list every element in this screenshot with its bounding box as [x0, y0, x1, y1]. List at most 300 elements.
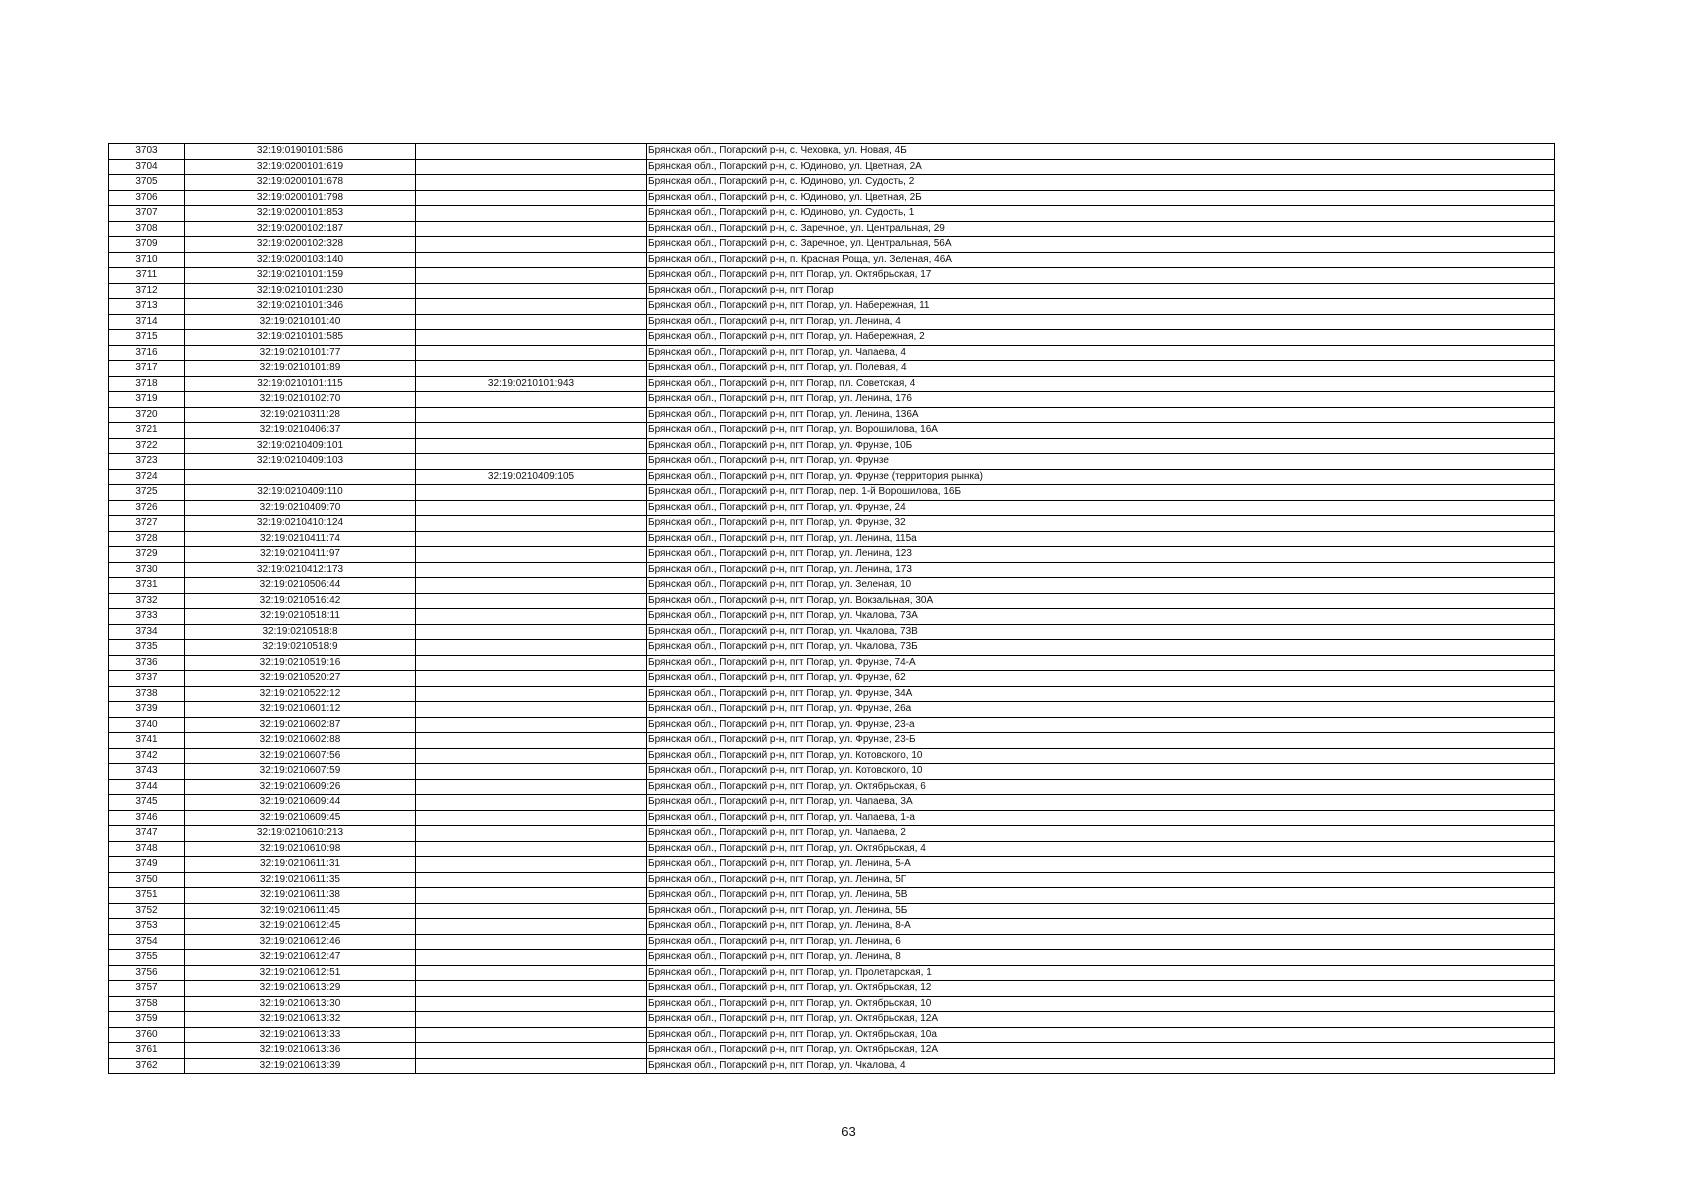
row-number-cell: 3745: [109, 795, 185, 811]
cadastral-number-cell: 32:19:0210412:173: [185, 562, 416, 578]
address-cell: Брянская обл., Погарский р-н, с. Юдиново, ул. Судость, 2: [647, 175, 1555, 191]
table-row: [109, 190, 1555, 206]
row-number-cell: 3755: [109, 950, 185, 966]
address-cell: Брянская обл., Погарский р-н, пгт Погар, ул. Набережная, 11: [647, 299, 1555, 315]
cadastral-number-cell: 32:19:0210518:9: [185, 640, 416, 656]
related-cadastral-number-cell: [416, 624, 647, 640]
table-row: [109, 485, 1555, 501]
related-cadastral-number-cell: [416, 283, 647, 299]
cadastral-number-cell: 32:19:0210612:51: [185, 965, 416, 981]
table-row: [109, 423, 1555, 439]
row-number-cell: 3718: [109, 376, 185, 392]
address-cell: Брянская обл., Погарский р-н, пгт Погар, ул. Фрунзе, 34А: [647, 686, 1555, 702]
related-cadastral-number-cell: [416, 919, 647, 935]
address-cell: Брянская обл., Погарский р-н, пгт Погар, ул. Фрунзе (территория рынка): [647, 469, 1555, 485]
cadastral-number-cell: 32:19:0210613:33: [185, 1027, 416, 1043]
related-cadastral-number-cell: [416, 237, 647, 253]
table-row: [109, 671, 1555, 687]
table-row: [109, 1058, 1555, 1074]
table-row: [109, 965, 1555, 981]
row-number-cell: 3740: [109, 717, 185, 733]
address-cell: Брянская обл., Погарский р-н, пгт Погар, ул. Фрунзе, 23-а: [647, 717, 1555, 733]
address-cell: Брянская обл., Погарский р-н, пгт Погар, ул. Вокзальная, 30А: [647, 593, 1555, 609]
table-row: [109, 655, 1555, 671]
related-cadastral-number-cell: 32:19:0210101:943: [416, 376, 647, 392]
cadastral-number-cell: 32:19:0210411:97: [185, 547, 416, 563]
row-number-cell: 3710: [109, 252, 185, 268]
cadastral-number-cell: 32:19:0210520:27: [185, 671, 416, 687]
address-cell: Брянская обл., Погарский р-н, пгт Погар, ул. Набережная, 2: [647, 330, 1555, 346]
cadastral-number-cell: 32:19:0210406:37: [185, 423, 416, 439]
row-number-cell: 3738: [109, 686, 185, 702]
address-cell: Брянская обл., Погарский р-н, пгт Погар, ул. Фрунзе, 10Б: [647, 438, 1555, 454]
row-number-cell: 3721: [109, 423, 185, 439]
row-number-cell: 3704: [109, 159, 185, 175]
cadastral-number-cell: 32:19:0200101:678: [185, 175, 416, 191]
related-cadastral-number-cell: [416, 826, 647, 842]
row-number-cell: 3743: [109, 764, 185, 780]
table-row: [109, 593, 1555, 609]
cadastral-number-cell: 32:19:0210101:346: [185, 299, 416, 315]
related-cadastral-number-cell: [416, 841, 647, 857]
related-cadastral-number-cell: [416, 934, 647, 950]
address-cell: Брянская обл., Погарский р-н, пгт Погар, ул. Ленина, 115а: [647, 531, 1555, 547]
cadastral-number-cell: 32:19:0200102:187: [185, 221, 416, 237]
related-cadastral-number-cell: [416, 702, 647, 718]
row-number-cell: 3754: [109, 934, 185, 950]
row-number-cell: 3720: [109, 407, 185, 423]
address-cell: Брянская обл., Погарский р-н, с. Заречное, ул. Центральная, 29: [647, 221, 1555, 237]
address-cell: Брянская обл., Погарский р-н, пгт Погар, ул. Чкалова, 73В: [647, 624, 1555, 640]
row-number-cell: 3756: [109, 965, 185, 981]
table-row: [109, 857, 1555, 873]
related-cadastral-number-cell: [416, 268, 647, 284]
related-cadastral-number-cell: [416, 578, 647, 594]
table-row: [109, 299, 1555, 315]
table-row: [109, 609, 1555, 625]
related-cadastral-number-cell: [416, 655, 647, 671]
cadastral-number-cell: 32:19:0200101:853: [185, 206, 416, 222]
row-number-cell: 3762: [109, 1058, 185, 1074]
related-cadastral-number-cell: [416, 764, 647, 780]
table-row: [109, 733, 1555, 749]
table-row: [109, 330, 1555, 346]
related-cadastral-number-cell: [416, 779, 647, 795]
table-row: [109, 950, 1555, 966]
address-cell: Брянская обл., Погарский р-н, пгт Погар, ул. Ленина, 5Г: [647, 872, 1555, 888]
related-cadastral-number-cell: [416, 810, 647, 826]
address-cell: Брянская обл., Погарский р-н, пгт Погар, ул. Ленина, 6: [647, 934, 1555, 950]
related-cadastral-number-cell: [416, 531, 647, 547]
table-row: [109, 640, 1555, 656]
table-row: [109, 283, 1555, 299]
row-number-cell: 3736: [109, 655, 185, 671]
related-cadastral-number-cell: [416, 1012, 647, 1028]
row-number-cell: 3712: [109, 283, 185, 299]
related-cadastral-number-cell: [416, 299, 647, 315]
related-cadastral-number-cell: [416, 1027, 647, 1043]
related-cadastral-number-cell: [416, 221, 647, 237]
table-row: [109, 159, 1555, 175]
address-cell: Брянская обл., Погарский р-н, пгт Погар, ул. Октябрьская, 12А: [647, 1012, 1555, 1028]
cadastral-number-cell: 32:19:0210101:159: [185, 268, 416, 284]
cadastral-number-cell: 32:19:0210101:585: [185, 330, 416, 346]
address-cell: Брянская обл., Погарский р-н, пгт Погар, пл. Советская, 4: [647, 376, 1555, 392]
related-cadastral-number-cell: [416, 965, 647, 981]
cadastral-number-cell: 32:19:0210311:28: [185, 407, 416, 423]
cadastral-number-cell: 32:19:0210410:124: [185, 516, 416, 532]
registry-table-body: [109, 144, 1555, 1074]
row-number-cell: 3739: [109, 702, 185, 718]
address-cell: Брянская обл., Погарский р-н, пгт Погар, пер. 1-й Ворошилова, 16Б: [647, 485, 1555, 501]
table-row: [109, 500, 1555, 516]
related-cadastral-number-cell: [416, 190, 647, 206]
row-number-cell: 3708: [109, 221, 185, 237]
row-number-cell: 3723: [109, 454, 185, 470]
row-number-cell: 3717: [109, 361, 185, 377]
related-cadastral-number-cell: [416, 206, 647, 222]
row-number-cell: 3725: [109, 485, 185, 501]
cadastral-number-cell: 32:19:0210602:88: [185, 733, 416, 749]
row-number-cell: 3705: [109, 175, 185, 191]
address-cell: Брянская обл., Погарский р-н, пгт Погар, ул. Ленина, 176: [647, 392, 1555, 408]
table-row: [109, 826, 1555, 842]
related-cadastral-number-cell: [416, 159, 647, 175]
related-cadastral-number-cell: [416, 609, 647, 625]
address-cell: Брянская обл., Погарский р-н, пгт Погар, ул. Фрунзе, 26а: [647, 702, 1555, 718]
address-cell: Брянская обл., Погарский р-н, пгт Погар, ул. Полевая, 4: [647, 361, 1555, 377]
cadastral-number-cell: 32:19:0210101:40: [185, 314, 416, 330]
related-cadastral-number-cell: [416, 733, 647, 749]
row-number-cell: 3713: [109, 299, 185, 315]
related-cadastral-number-cell: [416, 485, 647, 501]
table-row: [109, 454, 1555, 470]
table-row: [109, 314, 1555, 330]
table-row: [109, 376, 1555, 392]
address-cell: Брянская обл., Погарский р-н, пгт Погар, ул. Ленина, 5-А: [647, 857, 1555, 873]
address-cell: Брянская обл., Погарский р-н, пгт Погар, ул. Чкалова, 4: [647, 1058, 1555, 1074]
row-number-cell: 3727: [109, 516, 185, 532]
cadastral-number-cell: 32:19:0210409:70: [185, 500, 416, 516]
table-row: [109, 702, 1555, 718]
address-cell: Брянская обл., Погарский р-н, пгт Погар, ул. Пролетарская, 1: [647, 965, 1555, 981]
table-row: [109, 144, 1555, 160]
table-row: [109, 578, 1555, 594]
address-cell: Брянская обл., Погарский р-н, пгт Погар, ул. Фрунзе, 62: [647, 671, 1555, 687]
table-row: [109, 624, 1555, 640]
table-row: [109, 748, 1555, 764]
address-cell: Брянская обл., Погарский р-н, пгт Погар, ул. Октябрьская, 12: [647, 981, 1555, 997]
related-cadastral-number-cell: [416, 1043, 647, 1059]
cadastral-number-cell: 32:19:0210409:101: [185, 438, 416, 454]
address-cell: Брянская обл., Погарский р-н, пгт Погар, ул. Котовского, 10: [647, 748, 1555, 764]
address-cell: Брянская обл., Погарский р-н, пгт Погар, ул. Котовского, 10: [647, 764, 1555, 780]
cadastral-number-cell: 32:19:0210602:87: [185, 717, 416, 733]
address-cell: Брянская обл., Погарский р-н, пгт Погар, ул. Октябрьская, 10а: [647, 1027, 1555, 1043]
address-cell: Брянская обл., Погарский р-н, пгт Погар, ул. Ленина, 123: [647, 547, 1555, 563]
address-cell: Брянская обл., Погарский р-н, пгт Погар, ул. Ленина, 8-А: [647, 919, 1555, 935]
cadastral-number-cell: 32:19:0210607:59: [185, 764, 416, 780]
cadastral-number-cell: 32:19:0210610:98: [185, 841, 416, 857]
row-number-cell: 3759: [109, 1012, 185, 1028]
row-number-cell: 3737: [109, 671, 185, 687]
related-cadastral-number-cell: [416, 857, 647, 873]
cadastral-number-cell: 32:19:0210612:47: [185, 950, 416, 966]
related-cadastral-number-cell: [416, 407, 647, 423]
related-cadastral-number-cell: [416, 144, 647, 160]
related-cadastral-number-cell: [416, 748, 647, 764]
cadastral-number-cell: 32:19:0210516:42: [185, 593, 416, 609]
row-number-cell: 3716: [109, 345, 185, 361]
address-cell: Брянская обл., Погарский р-н, пгт Погар, ул. Октябрьская, 4: [647, 841, 1555, 857]
cadastral-number-cell: 32:19:0210613:29: [185, 981, 416, 997]
table-row: [109, 268, 1555, 284]
row-number-cell: 3742: [109, 748, 185, 764]
row-number-cell: 3733: [109, 609, 185, 625]
cadastral-number-cell: 32:19:0210611:45: [185, 903, 416, 919]
cadastral-number-cell: 32:19:0210613:39: [185, 1058, 416, 1074]
table-row: [109, 779, 1555, 795]
cadastral-number-cell: 32:19:0210102:70: [185, 392, 416, 408]
row-number-cell: 3757: [109, 981, 185, 997]
related-cadastral-number-cell: [416, 361, 647, 377]
row-number-cell: 3751: [109, 888, 185, 904]
cadastral-number-cell: 32:19:0210601:12: [185, 702, 416, 718]
row-number-cell: 3734: [109, 624, 185, 640]
row-number-cell: 3760: [109, 1027, 185, 1043]
address-cell: Брянская обл., Погарский р-н, с. Юдиново, ул. Судость, 1: [647, 206, 1555, 222]
related-cadastral-number-cell: [416, 392, 647, 408]
address-cell: Брянская обл., Погарский р-н, пгт Погар, ул. Октябрьская, 12А: [647, 1043, 1555, 1059]
related-cadastral-number-cell: [416, 888, 647, 904]
row-number-cell: 3748: [109, 841, 185, 857]
cadastral-number-cell: 32:19:0210506:44: [185, 578, 416, 594]
table-row: [109, 934, 1555, 950]
cadastral-number-cell: 32:19:0210609:45: [185, 810, 416, 826]
address-cell: Брянская обл., Погарский р-н, с. Чеховка, ул. Новая, 4Б: [647, 144, 1555, 160]
row-number-cell: 3724: [109, 469, 185, 485]
address-cell: Брянская обл., Погарский р-н, пгт Погар, ул. Октябрьская, 17: [647, 268, 1555, 284]
address-cell: Брянская обл., Погарский р-н, пгт Погар, ул. Ленина, 136А: [647, 407, 1555, 423]
row-number-cell: 3714: [109, 314, 185, 330]
address-cell: Брянская обл., Погарский р-н, пгт Погар, ул. Ленина, 4: [647, 314, 1555, 330]
table-row: [109, 252, 1555, 268]
table-row: [109, 888, 1555, 904]
address-cell: Брянская обл., Погарский р-н, пгт Погар, ул. Чапаева, 3А: [647, 795, 1555, 811]
related-cadastral-number-cell: [416, 562, 647, 578]
table-row: [109, 981, 1555, 997]
cadastral-number-cell: 32:19:0210101:230: [185, 283, 416, 299]
related-cadastral-number-cell: 32:19:0210409:105: [416, 469, 647, 485]
address-cell: Брянская обл., Погарский р-н, пгт Погар, ул. Чапаева, 4: [647, 345, 1555, 361]
table-row: [109, 872, 1555, 888]
related-cadastral-number-cell: [416, 686, 647, 702]
row-number-cell: 3703: [109, 144, 185, 160]
cadastral-number-cell: 32:19:0210612:46: [185, 934, 416, 950]
address-cell: Брянская обл., Погарский р-н, пгт Погар, ул. Фрунзе, 24: [647, 500, 1555, 516]
row-number-cell: 3741: [109, 733, 185, 749]
row-number-cell: 3730: [109, 562, 185, 578]
related-cadastral-number-cell: [416, 872, 647, 888]
row-number-cell: 3749: [109, 857, 185, 873]
row-number-cell: 3744: [109, 779, 185, 795]
related-cadastral-number-cell: [416, 516, 647, 532]
related-cadastral-number-cell: [416, 314, 647, 330]
address-cell: Брянская обл., Погарский р-н, пгт Погар, ул. Фрунзе, 32: [647, 516, 1555, 532]
cadastral-number-cell: 32:19:0210409:110: [185, 485, 416, 501]
cadastral-number-cell: 32:19:0210101:89: [185, 361, 416, 377]
address-cell: Брянская обл., Погарский р-н, пгт Погар, ул. Фрунзе, 74-А: [647, 655, 1555, 671]
address-cell: Брянская обл., Погарский р-н, пгт Погар, ул. Зеленая, 10: [647, 578, 1555, 594]
table-row: [109, 1027, 1555, 1043]
row-number-cell: 3731: [109, 578, 185, 594]
cadastral-number-cell: 32:19:0210613:30: [185, 996, 416, 1012]
address-cell: Брянская обл., Погарский р-н, пгт Погар, ул. Фрунзе: [647, 454, 1555, 470]
row-number-cell: 3719: [109, 392, 185, 408]
table-row: [109, 1043, 1555, 1059]
table-row: [109, 221, 1555, 237]
address-cell: Брянская обл., Погарский р-н, пгт Погар, ул. Октябрьская, 6: [647, 779, 1555, 795]
cadastral-number-cell: 32:19:0200103:140: [185, 252, 416, 268]
related-cadastral-number-cell: [416, 981, 647, 997]
cadastral-number-cell: 32:19:0210609:26: [185, 779, 416, 795]
related-cadastral-number-cell: [416, 593, 647, 609]
table-row: [109, 516, 1555, 532]
cadastral-number-cell: 32:19:0200102:328: [185, 237, 416, 253]
related-cadastral-number-cell: [416, 423, 647, 439]
cadastral-number-cell: 32:19:0210101:115: [185, 376, 416, 392]
address-cell: Брянская обл., Погарский р-н, пгт Погар, ул. Чапаева, 2: [647, 826, 1555, 842]
row-number-cell: 3753: [109, 919, 185, 935]
table-row: [109, 1012, 1555, 1028]
row-number-cell: 3726: [109, 500, 185, 516]
address-cell: Брянская обл., Погарский р-н, пгт Погар, ул. Ворошилова, 16А: [647, 423, 1555, 439]
table-row: [109, 810, 1555, 826]
table-row: [109, 717, 1555, 733]
related-cadastral-number-cell: [416, 175, 647, 191]
table-row: [109, 392, 1555, 408]
cadastral-number-cell: 32:19:0210519:16: [185, 655, 416, 671]
row-number-cell: 3752: [109, 903, 185, 919]
related-cadastral-number-cell: [416, 500, 647, 516]
table-row: [109, 345, 1555, 361]
row-number-cell: 3732: [109, 593, 185, 609]
table-row: [109, 237, 1555, 253]
cadastral-number-cell: 32:19:0200101:619: [185, 159, 416, 175]
cadastral-number-cell: 32:19:0210518:11: [185, 609, 416, 625]
table-row: [109, 438, 1555, 454]
table-row: [109, 903, 1555, 919]
table-row: [109, 996, 1555, 1012]
cadastral-number-cell: 32:19:0210409:103: [185, 454, 416, 470]
cadastral-number-cell: 32:19:0210518:8: [185, 624, 416, 640]
cadastral-number-cell: 32:19:0210612:45: [185, 919, 416, 935]
table-row: [109, 407, 1555, 423]
table-row: [109, 919, 1555, 935]
related-cadastral-number-cell: [416, 671, 647, 687]
row-number-cell: 3706: [109, 190, 185, 206]
table-row: [109, 764, 1555, 780]
cadastral-number-cell: 32:19:0210613:32: [185, 1012, 416, 1028]
address-cell: Брянская обл., Погарский р-н, пгт Погар, ул. Ленина, 5Б: [647, 903, 1555, 919]
cadastral-number-cell: 32:19:0210610:213: [185, 826, 416, 842]
related-cadastral-number-cell: [416, 903, 647, 919]
address-cell: Брянская обл., Погарский р-н, с. Заречное, ул. Центральная, 56А: [647, 237, 1555, 253]
row-number-cell: 3707: [109, 206, 185, 222]
related-cadastral-number-cell: [416, 454, 647, 470]
row-number-cell: 3747: [109, 826, 185, 842]
address-cell: Брянская обл., Погарский р-н, с. Юдиново, ул. Цветная, 2Б: [647, 190, 1555, 206]
address-cell: Брянская обл., Погарский р-н, пгт Погар, ул. Ленина, 8: [647, 950, 1555, 966]
cadastral-number-cell: 32:19:0210611:31: [185, 857, 416, 873]
address-cell: Брянская обл., Погарский р-н, пгт Погар, ул. Чапаева, 1-а: [647, 810, 1555, 826]
cadastral-number-cell: [185, 469, 416, 485]
row-number-cell: 3711: [109, 268, 185, 284]
table-row: [109, 562, 1555, 578]
related-cadastral-number-cell: [416, 996, 647, 1012]
cadastral-number-cell: 32:19:0210611:35: [185, 872, 416, 888]
related-cadastral-number-cell: [416, 640, 647, 656]
row-number-cell: 3729: [109, 547, 185, 563]
address-cell: Брянская обл., Погарский р-н, пгт Погар: [647, 283, 1555, 299]
row-number-cell: 3715: [109, 330, 185, 346]
address-cell: Брянская обл., Погарский р-н, пгт Погар, ул. Чкалова, 73А: [647, 609, 1555, 625]
related-cadastral-number-cell: [416, 1058, 647, 1074]
address-cell: Брянская обл., Погарский р-н, пгт Погар, ул. Фрунзе, 23-Б: [647, 733, 1555, 749]
cadastral-number-cell: 32:19:0200101:798: [185, 190, 416, 206]
row-number-cell: 3722: [109, 438, 185, 454]
related-cadastral-number-cell: [416, 547, 647, 563]
related-cadastral-number-cell: [416, 438, 647, 454]
address-cell: Брянская обл., Погарский р-н, пгт Погар, ул. Октябрьская, 10: [647, 996, 1555, 1012]
cadastral-number-cell: 32:19:0210611:38: [185, 888, 416, 904]
cadastral-number-cell: 32:19:0210613:36: [185, 1043, 416, 1059]
row-number-cell: 3709: [109, 237, 185, 253]
address-cell: Брянская обл., Погарский р-н, пгт Погар, ул. Ленина, 5В: [647, 888, 1555, 904]
address-cell: Брянская обл., Погарский р-н, с. Юдиново, ул. Цветная, 2А: [647, 159, 1555, 175]
related-cadastral-number-cell: [416, 795, 647, 811]
address-cell: Брянская обл., Погарский р-н, п. Красная Роща, ул. Зеленая, 46А: [647, 252, 1555, 268]
related-cadastral-number-cell: [416, 717, 647, 733]
address-cell: Брянская обл., Погарский р-н, пгт Погар, ул. Чкалова, 73Б: [647, 640, 1555, 656]
table-row: [109, 469, 1555, 485]
table-row: [109, 361, 1555, 377]
table-row: [109, 841, 1555, 857]
table-row: [109, 686, 1555, 702]
table-row: [109, 175, 1555, 191]
registry-table: [108, 143, 1555, 1074]
cadastral-number-cell: 32:19:0210609:44: [185, 795, 416, 811]
table-row: [109, 531, 1555, 547]
related-cadastral-number-cell: [416, 330, 647, 346]
cadastral-number-cell: 32:19:0210101:77: [185, 345, 416, 361]
row-number-cell: 3750: [109, 872, 185, 888]
table-row: [109, 795, 1555, 811]
row-number-cell: 3761: [109, 1043, 185, 1059]
row-number-cell: 3728: [109, 531, 185, 547]
related-cadastral-number-cell: [416, 252, 647, 268]
row-number-cell: 3735: [109, 640, 185, 656]
cadastral-number-cell: 32:19:0210607:56: [185, 748, 416, 764]
cadastral-number-cell: 32:19:0210522:12: [185, 686, 416, 702]
related-cadastral-number-cell: [416, 345, 647, 361]
row-number-cell: 3746: [109, 810, 185, 826]
cadastral-number-cell: 32:19:0210411:74: [185, 531, 416, 547]
page-number: 63: [841, 1124, 856, 1139]
table-row: [109, 547, 1555, 563]
row-number-cell: 3758: [109, 996, 185, 1012]
related-cadastral-number-cell: [416, 950, 647, 966]
